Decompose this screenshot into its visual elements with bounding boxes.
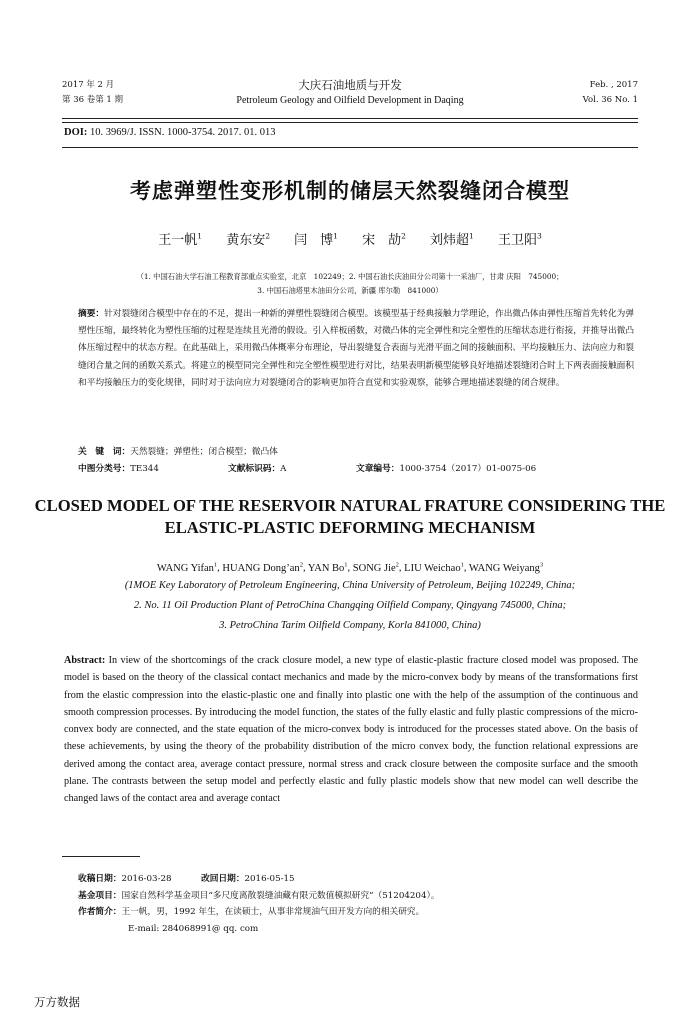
author-cn: 宋 劼$^2$ <box>362 231 406 248</box>
abstract-en <box>64 652 638 808</box>
author-en: SONG Jie$^2$ <box>352 561 399 574</box>
abstract-cn-text: 针对裂缝闭合模型中存在的不足，提出一种新的弹塑性裂缝闭合模型。该模型基于经典接触力学理论，作出微凸体由弹性压缩首先转化为弹塑性压缩，最终转化为塑性压缩的过程是连续且光滑的假设。引入样板函数，对微凸体的完全弹性和完全塑性的压缩状态进行衔接，并推导出微凸体压缩过程中的状态方程。在此基础上，采用微凸体概率分布理论，导出裂缝复合表面与光滑平面之间的接触面积、平均接触压力、法向应力和裂缝闭合量之间的函数关系式。将建立的模型同完全弹性和完全塑性模型进行对比，结果表明新模型能够良好地描述裂缝闭合时上下两表面接触面积和平均接触压力的变化规律，同时对于法向应力对裂缝闭合的影响更加符合直觉和实验观察，能够合理地描述裂缝的闭合规律。 <box>78 309 634 388</box>
author-cn: 王一帆$^1$ <box>158 231 203 248</box>
abstract-cn-label: 摘要： <box>78 309 105 319</box>
keywords-cn-text: 天然裂缝；弹塑性；闭合模型；微凸体 <box>130 447 278 457</box>
author-en: YAN Bo$^1$ <box>307 561 348 574</box>
header-center <box>62 78 638 108</box>
dates-line: 收稿日期：2016-03-28 改回日期：2016-05-15 <box>78 874 295 884</box>
author-bio-line: 作者简介：王一帆，男，1992 年生，在读硕士，从事非常规油气田开发方向的相关研究。 <box>78 907 425 917</box>
abstract-en-text: In view of the shortcomings of the crack closure model, a new type of elastic-plastic fracture closed model was proposed. The model is based on the theory of the classical contact mechanics and made by the micro-convex body by means of the transformations first from the elastic compression into the elastic-plastic one and finally into plastic one with the help of the assumption of the continuous and smooth compression processes. By introducing the model function, the states of the fully elastic and fully plastic compressions of the micro-convex body are connected, and the state equation of the micro-convex body is introduced for the processes stated above. On the basis of these achievements, by using the theory of the probability distribution of the micro convex body, the function relational expressions are derived among the contact area, average contact pressure, normal stress and crack closure between the composite surface and the smooth plane. The contrasts between the setup model and perfectly elastic and fully plastic models show that new model can well describe the changed laws of the contact area and average contact <box>64 655 639 805</box>
authors-en: WANG Yifan$^1$, HUANG $Dong’an^2$, YAN Bo$^1$, SONG Jie$^2$, LIU Weichao$^1$, WANG Weiyang$^3$ <box>156 561 544 574</box>
author-cn: 王卫阳$^3$ <box>497 231 542 248</box>
clc-number: 中图分类号：TE344 <box>78 464 159 474</box>
doi-label: DOI <box>64 127 84 138</box>
header-divider <box>62 118 638 123</box>
affiliation-cn-line: 3. 中国石油塔里木油田分公司，新疆 库尔勒 841000） <box>257 286 443 295</box>
journal-name-cn: 大庆石油地质与开发 <box>298 78 402 92</box>
fund-line: 基金项目：国家自然科学基金项目“多尺度离散裂缝油藏有限元数值模拟研究”（51204204）。 <box>78 890 440 901</box>
affiliation-en-line: (1MOE Key Laboratory of Petroleum Engineering, China University of Petroleum, Beijing 102249, China; <box>124 580 576 591</box>
affiliation-cn-line: （1. 中国石油大学石油工程教育部重点实验室，北京 102249；2. 中国石油长庆油田分公司第十一采油厂，甘肃 庆阳 745000； <box>136 272 564 281</box>
author-cn: 刘炜超$^1$ <box>430 231 474 248</box>
abstract-en-label: Abstract: <box>64 655 106 666</box>
journal-name-en: Petroleum Geology and Oilfield Development in Daqing <box>236 95 464 106</box>
title-en: CLOSED MODEL OF THE RESERVOIR NATURAL FRATURE CONSIDERING THE ELASTIC-PLASTIC DEFORMING MECHANISM <box>34 496 666 537</box>
author-en: LIU Weichao$^1$ <box>404 561 464 574</box>
author-cn: 黄东安$^2$ <box>226 231 270 248</box>
author-en: HUANG $Dong’an^2$ <box>222 561 303 574</box>
running-header <box>62 78 638 118</box>
keywords-cn <box>78 444 634 461</box>
email-line: E-mail: 284068991@ qq. com <box>128 923 259 934</box>
classification-row <box>78 461 634 478</box>
header-volume-cn: 第 36 卷第 1 期 <box>62 95 124 105</box>
doi-divider <box>62 147 638 148</box>
doi-line: DOI: 10. 3969/J. ISSN. 1000-3754. 2017. 01. 013 <box>64 127 276 138</box>
affiliation-en-line: 3. PetroChina Tarim Oilfield Company, Korla 841000, China) <box>219 620 481 631</box>
document-code: 文献标识码：A <box>228 464 287 474</box>
title-cn: 考虑弹塑性变形机制的储层天然裂缝闭合模型 <box>130 179 570 203</box>
article-number: 文章编号：1000-3754（2017）01-0075-06 <box>356 464 537 474</box>
doi-value: 10. 3969/J. ISSN. 1000-3754. 2017. 01. 013 <box>89 127 276 138</box>
affiliation-en-line: 2. No. 11 Oil Production Plant of PetroChina Changqing Oilfield Company, Qingyang 745000, China; <box>133 600 567 611</box>
authors-cn <box>0 229 700 248</box>
author-en: WANG Yifan$^1$ <box>156 561 218 574</box>
watermark: 万方数据 <box>34 995 80 1009</box>
header-right <box>583 78 638 108</box>
header-date-en: Feb. , 2017 <box>589 80 638 90</box>
affiliations-en <box>30 576 670 636</box>
footnotes <box>78 871 638 937</box>
received-date: 2016-03-28 <box>121 874 172 884</box>
header-date-cn: 2017 年 2 月 <box>62 80 115 90</box>
header-volume-en: Vol. 36 No. 1 <box>582 95 638 105</box>
revised-date: 2016-05-15 <box>244 874 295 884</box>
abstract-cn <box>78 306 634 392</box>
author-cn: 闫 博$^1$ <box>294 231 338 248</box>
footnote-divider <box>62 856 140 857</box>
author-en: WANG Weiyang$^3$ <box>468 561 544 574</box>
affiliations-cn <box>62 270 638 298</box>
keywords-cn-label: 关 键 词： <box>78 447 131 457</box>
